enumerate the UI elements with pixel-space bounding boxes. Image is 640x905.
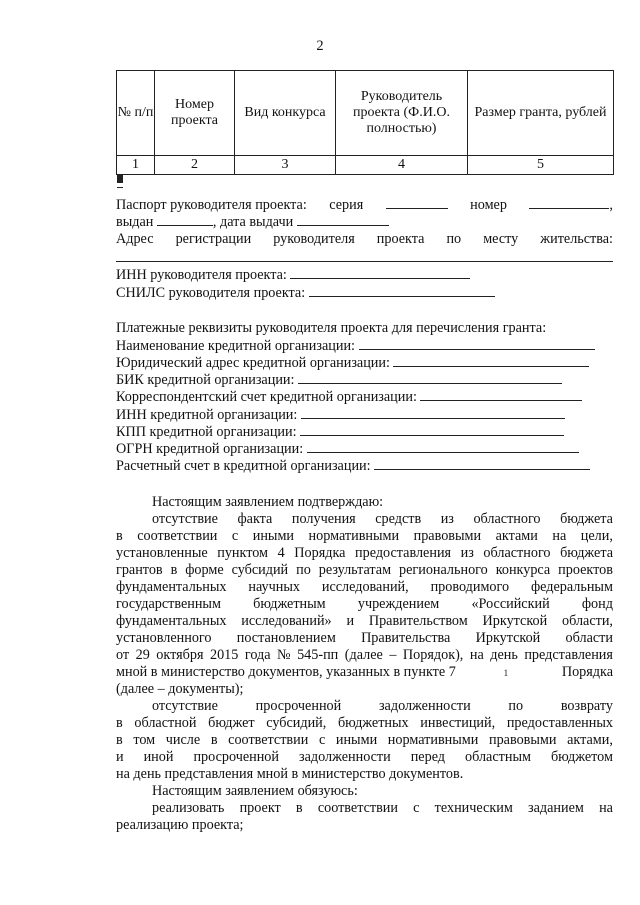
bank-field-line: [116, 457, 613, 475]
word: числе: [165, 732, 201, 748]
word: (далее: [344, 647, 383, 663]
word: средств: [375, 511, 422, 527]
word: из: [440, 511, 454, 527]
bank-field-line: [116, 371, 613, 389]
bank-field-line: [116, 423, 613, 441]
word: фундаментальных: [116, 613, 227, 629]
word: октября: [156, 647, 204, 663]
number-cell: 2: [155, 156, 235, 175]
word: №: [277, 647, 291, 663]
address-word: месту: [483, 231, 519, 247]
word: предоставленных: [506, 715, 613, 731]
word: 545-пп: [297, 647, 339, 663]
word: реализовать: [152, 800, 225, 816]
word: проводимого: [430, 579, 510, 595]
paragraph-line: [116, 698, 613, 715]
word: исследований,: [321, 579, 409, 595]
word: отсутствие: [152, 698, 218, 714]
bank-field-label: КПП кредитной организации:: [116, 424, 297, 440]
date-blank[interactable]: [297, 213, 389, 226]
paragraph-line: [116, 579, 613, 596]
word: из: [460, 545, 474, 561]
address-word: руководителя: [273, 231, 355, 247]
word: получения: [291, 511, 356, 527]
paragraph-line: [116, 715, 613, 732]
word: результатам: [318, 562, 392, 578]
word: 4: [277, 545, 285, 561]
commit-title: Настоящим заявлением обязуюсь:: [152, 783, 358, 799]
word: иными: [252, 528, 295, 544]
address-word: жительства:: [540, 231, 613, 247]
paragraph-line: на день представления мной в министерство документов.: [116, 766, 464, 782]
address-word: Адрес: [116, 231, 154, 247]
word: Иркутской: [475, 630, 541, 646]
passport-label: Паспорт руководителя проекта:: [116, 197, 307, 213]
word: факта: [237, 511, 273, 527]
word: нормативными: [308, 528, 400, 544]
bank-field-label: ИНН кредитной организации:: [116, 407, 298, 423]
word: бюджетным: [253, 596, 326, 612]
footnote-sup: 1: [503, 668, 509, 678]
date-label: , дата выдачи: [212, 214, 294, 230]
bank-field-line: [116, 354, 613, 372]
bank-field-label: Юридический адрес кредитной организации:: [116, 355, 390, 371]
word: бюджетом: [550, 749, 613, 765]
bank-field-blank[interactable]: [420, 388, 582, 401]
bank-field-blank[interactable]: [393, 354, 589, 367]
number-cell: 4: [336, 156, 468, 175]
table-header-row: [117, 71, 614, 156]
paragraph-line: [116, 511, 613, 528]
bank-field-label: БИК кредитной организации:: [116, 372, 295, 388]
word: проектов: [558, 562, 613, 578]
confirm-title: Настоящим заявлением подтверждаю:: [152, 494, 384, 510]
word: в: [116, 732, 123, 748]
issued-line: [116, 213, 613, 231]
number-cell: 3: [235, 156, 336, 175]
word: установленные: [116, 545, 208, 561]
page-number: 2: [316, 38, 324, 54]
address-blank[interactable]: [116, 261, 613, 262]
word: области,: [561, 613, 613, 629]
word: областного: [483, 545, 551, 561]
bank-field-line: [116, 406, 613, 424]
word: актами,: [567, 732, 613, 748]
paragraph-line: [116, 664, 613, 682]
word: областным: [465, 749, 531, 765]
address-word: проекта: [376, 231, 425, 247]
word: соответствии: [228, 732, 309, 748]
bank-field-blank[interactable]: [359, 337, 595, 350]
word: и: [116, 749, 124, 765]
snils-blank[interactable]: [309, 284, 495, 297]
word: по: [296, 562, 311, 578]
word: нормативными: [387, 732, 479, 748]
blank-cell: [121, 176, 122, 183]
snils-label: СНИЛС руководителя проекта:: [116, 285, 306, 301]
word: постановлением: [236, 630, 336, 646]
word: года: [244, 647, 271, 663]
word: исследований»: [241, 613, 332, 629]
word: возврату: [560, 698, 613, 714]
word: фонд: [581, 596, 613, 612]
bank-title: Платежные реквизиты руководителя проекта для перечисления гранта:: [116, 320, 547, 336]
paragraph-line: [116, 562, 613, 579]
bank-field-label: Наименование кредитной организации:: [116, 338, 355, 354]
word: правовыми: [488, 732, 557, 748]
word: областного: [473, 511, 541, 527]
word: Порядка: [294, 545, 346, 561]
word: том: [133, 732, 156, 748]
paragraph-text: Порядка: [561, 664, 613, 680]
word: в: [116, 528, 123, 544]
word: предоставления: [355, 545, 452, 561]
word: на: [599, 800, 613, 816]
word: государственным: [116, 596, 221, 612]
series-label: серия: [329, 197, 364, 213]
bank-field-line: [116, 337, 613, 355]
word: цели,: [580, 528, 613, 544]
word: на: [469, 647, 484, 663]
word: перед: [410, 749, 446, 765]
word: конкурса: [495, 562, 551, 578]
word: с: [318, 732, 326, 748]
word: просроченной: [255, 698, 342, 714]
bank-field-line: [116, 388, 613, 406]
word: «Российский: [471, 596, 550, 612]
word: иной: [143, 749, 174, 765]
projects-table: [116, 70, 614, 193]
address-word: регистрации: [175, 231, 252, 247]
paragraph-line: [116, 647, 613, 664]
word: инвестиций,: [420, 715, 496, 731]
word: федеральным: [530, 579, 613, 595]
word: Правительством: [368, 613, 468, 629]
header-cell: Руководитель проекта (Ф.И.О. полностью): [336, 71, 468, 156]
word: задолженности: [378, 698, 471, 714]
bank-field-label: Корреспондентский счет кредитной организации:: [116, 389, 417, 405]
bank-field-line: [116, 440, 613, 458]
word: бюджета: [560, 511, 613, 527]
word: в: [116, 715, 123, 731]
paragraph-line: [116, 528, 613, 545]
word: и: [346, 613, 355, 629]
issued-label: выдан: [116, 214, 154, 230]
word: в: [295, 800, 303, 816]
address-word: по: [446, 231, 462, 247]
word: на: [552, 528, 567, 544]
word: соответствии: [317, 800, 398, 816]
number-blank[interactable]: [529, 196, 609, 209]
word: регионального: [399, 562, 488, 578]
word: в: [210, 732, 218, 748]
word: Порядок),: [402, 647, 464, 663]
word: соответствии: [137, 528, 218, 544]
number-cell: 1: [117, 156, 155, 175]
word: по: [508, 698, 524, 714]
word: установленного: [116, 630, 212, 646]
word: бюджета: [560, 545, 613, 561]
word: проект: [239, 800, 281, 816]
header-cell: Номер проекта: [155, 71, 235, 156]
paragraph-line: [116, 613, 613, 630]
word: пунктом: [217, 545, 269, 561]
word: фундаментальных: [116, 579, 227, 595]
word: правовыми: [413, 528, 482, 544]
inn-line: [116, 266, 613, 284]
word: заданием: [528, 800, 584, 816]
bank-field-blank[interactable]: [298, 371, 562, 384]
word: Иркутской: [482, 613, 548, 629]
word: актами: [495, 528, 538, 544]
word: с: [413, 800, 420, 816]
word: бюджет: [208, 715, 255, 731]
paragraph-line: [116, 545, 613, 562]
word: день: [490, 647, 518, 663]
paragraph-line: [116, 630, 613, 647]
word: в: [170, 562, 178, 578]
table-number-row: [117, 156, 614, 175]
table-blank-row: [117, 175, 123, 188]
header-cell: Размер гранта, рублей: [468, 71, 614, 156]
word: иными: [335, 732, 378, 748]
word: техническим: [434, 800, 513, 816]
word: представления: [524, 647, 613, 663]
number-label: номер: [470, 197, 507, 213]
paragraph-text: мной в министерство документов, указанных в пункте 7: [116, 664, 456, 680]
word: бюджетных: [337, 715, 409, 731]
passport-line: Паспорт руководителя проекта: серия номер ,: [116, 197, 613, 213]
paragraph-line: [116, 800, 613, 817]
inn-label: ИНН руководителя проекта:: [116, 267, 287, 283]
word: от: [116, 647, 130, 663]
inn-blank[interactable]: [290, 266, 470, 279]
bank-field-label: ОГРН кредитной организации:: [116, 441, 304, 457]
bank-field-blank[interactable]: [300, 423, 564, 436]
paragraph-line: реализацию проекта;: [116, 817, 244, 833]
word: субсидий,: [266, 715, 327, 731]
word: –: [389, 647, 397, 663]
word: Правительства: [361, 630, 451, 646]
paragraph-line: [116, 596, 613, 613]
series-blank[interactable]: [386, 196, 448, 209]
word: грантов: [116, 562, 163, 578]
header-cell: № п/п: [117, 71, 155, 156]
number-cell: 5: [468, 156, 614, 175]
paragraph-line: [116, 749, 613, 766]
header-cell: Вид конкурса: [235, 71, 336, 156]
word: областной: [134, 715, 197, 731]
bank-field-blank[interactable]: [307, 440, 579, 453]
word: задолженности: [298, 749, 391, 765]
word: просроченной: [193, 749, 279, 765]
paragraph-line: [116, 732, 613, 749]
word: отсутствие: [152, 511, 218, 527]
snils-line: [116, 284, 613, 302]
word: с: [231, 528, 239, 544]
bank-field-blank[interactable]: [374, 457, 590, 470]
paragraph-line: (далее – документы);: [116, 681, 244, 697]
word: учреждением: [357, 596, 440, 612]
word: 29: [135, 647, 150, 663]
issued-blank[interactable]: [157, 213, 213, 226]
word: субсидий: [231, 562, 289, 578]
bank-field-label: Расчетный счет в кредитной организации:: [116, 458, 371, 474]
word: форме: [185, 562, 224, 578]
word: научных: [248, 579, 300, 595]
bank-field-blank[interactable]: [301, 406, 565, 419]
word: 2015: [209, 647, 239, 663]
address-line: [116, 231, 613, 248]
word: области: [565, 630, 613, 646]
